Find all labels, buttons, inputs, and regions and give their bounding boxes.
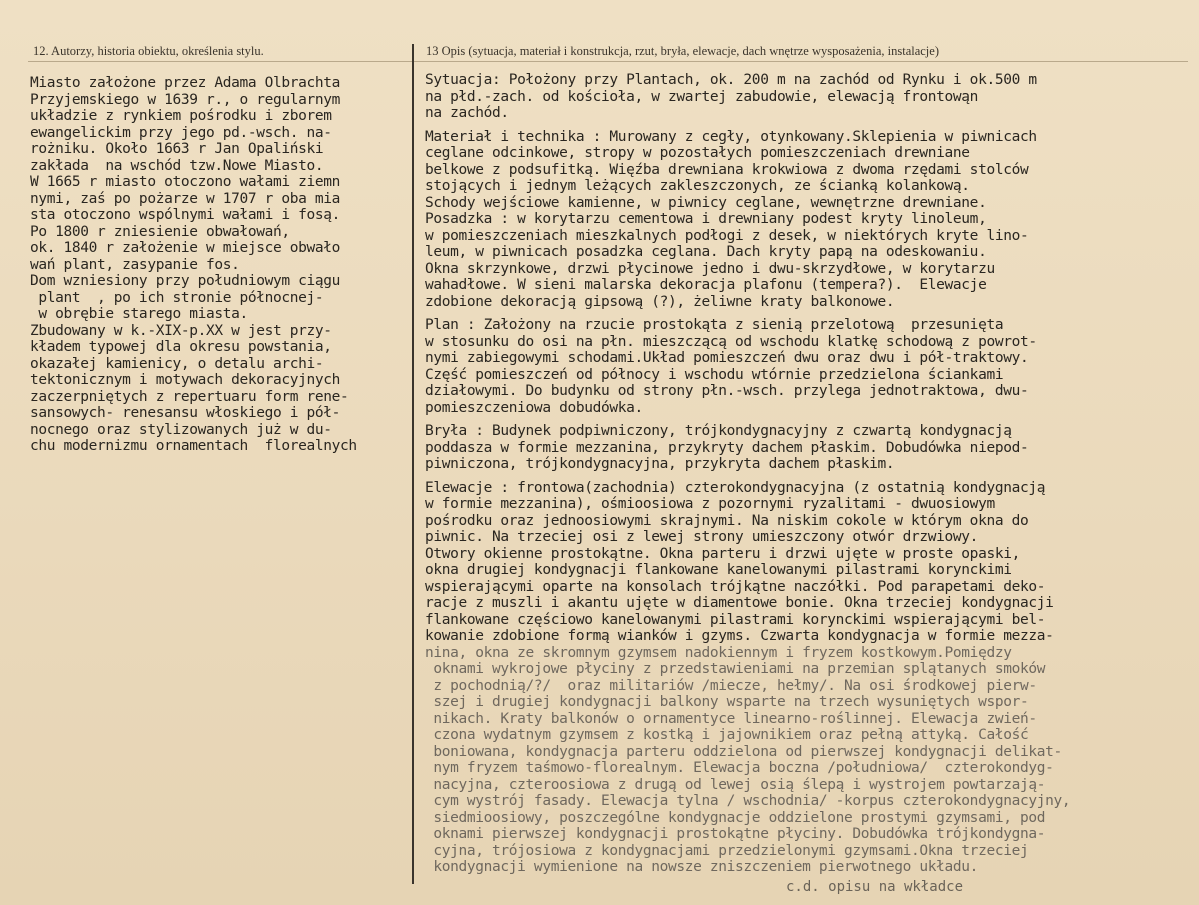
history-line: Dom wzniesiony przy południowym ciągu — [30, 273, 341, 289]
description-line: oknami wykrojowe płyciny z przedstawieniami na przemian splątanych smoków — [425, 661, 1046, 677]
history-line: w obrębie starego miasta. — [30, 306, 248, 322]
history-line: zaczerpniętych z repertuaru form rene- — [30, 388, 349, 405]
description-line: szej i drugiej kondygnacji balkony wsparte na trzech wysuniętych wspor- — [425, 694, 1029, 710]
description-line: nymi zabiegowymi schodami.Układ pomieszczeń dwu oraz dwu i pół-traktowy. — [425, 350, 1029, 366]
description-line: Schody wejściowe kamienne, w piwnicy ceglane, wewnętrzne drewniane. — [425, 194, 987, 211]
history-line: Miasto założone przez Adama Olbrachta — [30, 75, 341, 91]
history-line: ewangelickim przy jego pd.-wsch. na- — [30, 124, 332, 141]
description-line: poddasza w formie mezzanina, przykryty dachem płaskim. Dobudówka niepod- — [425, 439, 1029, 456]
description-line: leum, w piwnicach posadzka ceglana. Dach kryty papą na odeskowaniu. — [425, 244, 987, 260]
header-description: 13 Opis (sytuacja, materiał i konstrukcja, rzut, bryła, elewacje, dach wnętrze wysposażenia, instalacje) — [426, 44, 939, 58]
description-line: wspierającymi oparte na konsolach trójkątne naczółki. Pod parapetami deko- — [425, 578, 1046, 595]
description-line: boniowana, kondygnacja parteru oddzielona od pierwszej kondygnacji delikat- — [425, 743, 1062, 760]
description-line: nikach. Kraty balkonów o ornamentyce linearno-roślinnej. Elewacja zwień- — [425, 710, 1037, 727]
section-material-technique — [425, 129, 1190, 311]
description-line: Materiał i technika : Murowany z cegły, otynkowany.Sklepienia w piwnicach — [425, 128, 1037, 145]
description-line: wahadłowe. W sieni malarska dekoracja plafonu (tempera?). Elewacje — [425, 277, 987, 293]
section-plan — [425, 317, 1190, 416]
description-line: belkowe z podsufitką. Więźba drewniana krokwiowa z dwoma rzędami stolców — [425, 161, 1029, 178]
description-line: nina, okna ze skromnym gzymsem nadokiennym i fryzem kostkowym.Pomiędzy — [425, 644, 1012, 661]
history-line: W 1665 r miasto otoczono wałami ziemn — [30, 174, 341, 190]
description-line: kowanie zdobione formą wianków i gzyms. Czwarta kondygnacja w formie mezza- — [425, 628, 1054, 644]
description-line: Otwory okienne prostokątne. Okna parteru i drzwi ujęte w proste opaski, — [425, 545, 1020, 562]
description-line: z pochodnią/?/ oraz militariów /miecze, hełmy/. Na osi środkowej pierw- — [425, 677, 1037, 694]
header-authors-history: 12. Autorzy, historia obiektu, określenia stylu. — [33, 44, 264, 58]
history-line: kładem typowej dla okresu powstania, — [30, 339, 332, 355]
description-line: w stosunku do osi na płn. mieszczącą od wschodu klatkę schodową z powrot- — [425, 333, 1037, 350]
history-line: chu modernizmu ornamentach florealnych — [30, 438, 357, 454]
history-line: Zbudowany w k.-XIX-p.XX w jest przy- — [30, 322, 332, 339]
description-line: Elewacje : frontowa(zachodnia) czterokondygnacyjna (z ostatnią kondygnacją — [425, 479, 1046, 496]
description-line: w formie mezzanina), ośmioosiowa z pozornymi ryzalitami - dwuosiowym — [425, 496, 995, 512]
history-line: wań plant, zasypanie fos. — [30, 256, 240, 273]
history-line: nocnego oraz stylizowanych już w du- — [30, 421, 332, 438]
column-divider — [412, 44, 414, 884]
description-line: czona wydatnym gzymsem z kostką i jajownikiem oraz pełną attyką. Całość — [425, 727, 1029, 743]
history-line: sta otoczono wspólnymi wałami i fosą. — [30, 207, 341, 223]
description-line: piwniczona, trójkondygnacyjna, przykryta dachem płaskim. — [425, 456, 895, 472]
history-line: Przyjemskiego w 1639 r., o regularnym — [30, 91, 341, 108]
description-line: nacyjna, czteroosiowa z drugą od lewej osią ślepą i wystrojem powtarzają- — [425, 776, 1046, 793]
description-line: pomieszczeniowa dobudówka. — [425, 399, 643, 416]
header-rule — [28, 61, 1188, 62]
description-line: w pomieszczeniach mieszkalnych podłogi z desek, w niektórych kryte lino- — [425, 227, 1029, 244]
description-line: Część pomieszczeń od północy i wschodu wtórnie przedzielona ściankami — [425, 366, 1004, 383]
description-line: cym wystrój fasady. Elewacja tylna / wschodnia/ -korpus czterokondygnacyjny, — [425, 793, 1071, 809]
description-line: siedmioosiowy, poszczególne kondygnacje oddzielone prostymi gzymsami, pod — [425, 809, 1046, 826]
history-line: sansowych- renesansu włoskiego i pół- — [30, 405, 341, 421]
description-line: piwnic. Na trzeciej osi z lewej strony umieszczony otwór drzwiowy. — [425, 529, 979, 545]
description-line: zdobione dekoracją gipsową (?), żeliwne kraty balkonowe. — [425, 293, 895, 310]
history-line: tektonicznym i motywach dekoracyjnych — [30, 372, 341, 388]
description-line: racje z muszli i akantu ujęte w diamentowe bonie. Okna trzeciej kondygnacji — [425, 595, 1054, 611]
section-elevations — [425, 480, 1190, 876]
description-line: cyjna, trójosiowa z kondygnacjami przedzielonymi gzymsami.Okna trzeciej — [425, 842, 1029, 859]
description-line: Okna skrzynkowe, drzwi płycinowe jedno i dwu-skrzydłowe, w korytarzu — [425, 260, 995, 277]
description-line: na zachód. — [425, 105, 509, 121]
history-line: nymi, zaś po pożarze w 1707 r oba mia — [30, 190, 341, 207]
history-line: zakłada na wschód tzw.Nowe Miasto. — [30, 157, 324, 174]
description-column — [425, 72, 1190, 876]
history-line: rożniku. Około 1663 r Jan Opaliński — [30, 141, 324, 157]
description-line: nym fryzem taśmowo-florealnym. Elewacja boczna /południowa/ czterokondyg- — [425, 760, 1054, 776]
description-line: Sytuacja: Położony przy Plantach, ok. 200 m na zachód od Rynku i ok.500 m — [425, 72, 1037, 88]
description-line: kondygnacji wymienione na nowsze zniszczeniem pierwotnego układu. — [425, 859, 979, 875]
description-line: na płd.-zach. od kościoła, w zwartej zabudowie, elewacją frontowąn — [425, 88, 979, 105]
section-massing — [425, 423, 1190, 473]
history-line: układzie z rynkiem pośrodku i zborem — [30, 108, 332, 124]
description-line: flankowane częściowo kanelowanymi pilastrami korynckimi wspierającymi bel- — [425, 611, 1046, 628]
description-line: oknami pierwszej kondygnacji prostokątne płyciny. Dobudówka trójkondygna- — [425, 826, 1046, 842]
history-line: plant , po ich stronie północnej- — [30, 289, 324, 306]
description-line: pośrodku oraz jednoosiowymi skrajnymi. Na niskim cokole w którym okna do — [425, 512, 1029, 529]
description-line: działowymi. Do budynku od strony płn.-wsch. przylega jednotraktowa, dwu- — [425, 383, 1029, 399]
section-situation — [425, 72, 1190, 122]
description-line: okna drugiej kondygnacji flankowane kanelowanymi pilastrami korynckimi — [425, 562, 1012, 578]
description-line: Plan : Założony na rzucie prostokąta z sienią przelotową przesunięta — [425, 317, 1004, 333]
description-line: Bryła : Budynek podpiwniczony, trójkondygnacyjny z czwartą kondygnacją — [425, 423, 1012, 439]
history-line: Po 1800 r zniesienie obwałowań, — [30, 223, 290, 240]
continuation-note: c.d. opisu na wkładce — [786, 879, 964, 895]
description-line: ceglane odcinkowe, stropy w pozostałych pomieszczeniach drewniane — [425, 145, 970, 161]
history-line: ok. 1840 r założenie w miejsce obwało — [30, 240, 341, 256]
history-column — [30, 75, 408, 455]
description-line: Posadzka : w korytarzu cementowa i drewniany podest kryty linoleum, — [425, 211, 987, 227]
history-line: okazałej kamienicy, o detalu archi- — [30, 355, 324, 372]
description-line: stojących i jednym leżących zakleszczonych, ze ścianką kolankową. — [425, 178, 970, 194]
